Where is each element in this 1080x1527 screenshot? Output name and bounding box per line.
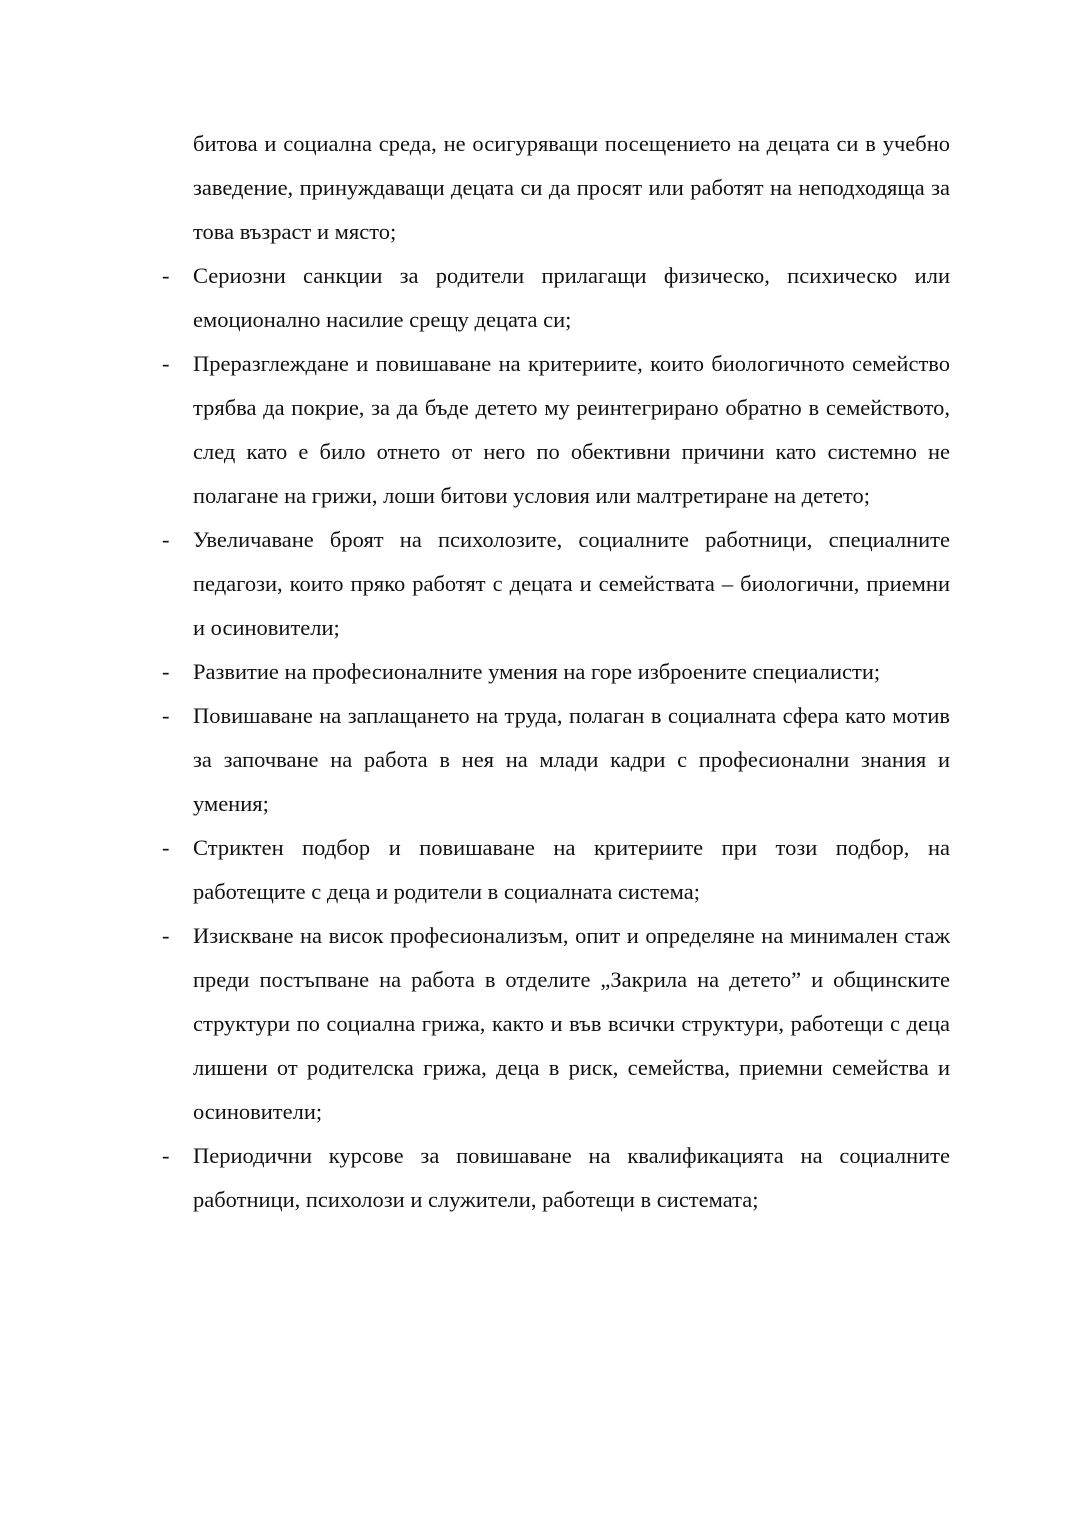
list-item bbox=[160, 254, 950, 342]
list-item-text: Периодични курсове за повишаване на квалификацията на социалните работници, психолози и служители, работещи в системата; bbox=[193, 1143, 950, 1212]
list-item-text: Изискване на висок професионализъм, опит и определяне на минимален стаж преди постъпване на работа в отделите „Закрила на детето” и общинските структури по социална грижа, както и във всички структури, работещи с деца лишени от родителска грижа, деца в риск, семейства, приемни семейства и осиновители; bbox=[193, 923, 950, 1124]
list-item-text: Развитие на професионалните умения на горе изброените специалисти; bbox=[193, 659, 881, 684]
list-item-text: Увеличаване броят на психолозите, социалните работници, специалните педагози, които пряко работят с децата и семействата – биологични, приемни и осиновители; bbox=[193, 527, 950, 640]
bullet-dash: - bbox=[162, 659, 170, 684]
bullet-dash: - bbox=[162, 1143, 170, 1168]
list-item-text: Стриктен подбор и повишаване на критериите при този подбор, на работещите с деца и родители в социалната система; bbox=[193, 835, 950, 904]
bullet-dash: - bbox=[162, 263, 170, 288]
list-item-text: Сериозни санкции за родители прилагащи физическо, психическо или емоционално насилие срещу децата си; bbox=[193, 263, 950, 332]
list-item bbox=[160, 1134, 950, 1222]
list-item bbox=[160, 518, 950, 650]
bullet-dash: - bbox=[162, 527, 170, 552]
bullet-dash: - bbox=[162, 351, 170, 376]
list-item-text: Преразглеждане и повишаване на критериите, които биологичното семейство трябва да покрие, за да бъде детето му реинтегрирано обратно в семейството, след като е било отнето от него по обективни причини като системно не полагане на грижи, лоши битови условия или малтретиране на детето; bbox=[193, 351, 950, 508]
list-item bbox=[160, 826, 950, 914]
list-item bbox=[160, 914, 950, 1134]
bullet-dash: - bbox=[162, 835, 170, 860]
document-body bbox=[160, 122, 950, 1222]
list-item bbox=[160, 694, 950, 826]
bullet-dash: - bbox=[162, 923, 170, 948]
list-item bbox=[160, 650, 950, 694]
intro-paragraph: битова и социална среда, не осигуряващи посещението на децата си в учебно заведение, принуждаващи децата си да просят или работят на неподходяща за това възраст и място; bbox=[193, 131, 950, 244]
list-item bbox=[160, 342, 950, 518]
bullet-dash: - bbox=[162, 703, 170, 728]
list-item-text: Повишаване на заплащането на труда, полаган в социалната сфера като мотив за започване на работа в нея на млади кадри с професионални знания и умения; bbox=[193, 703, 950, 816]
